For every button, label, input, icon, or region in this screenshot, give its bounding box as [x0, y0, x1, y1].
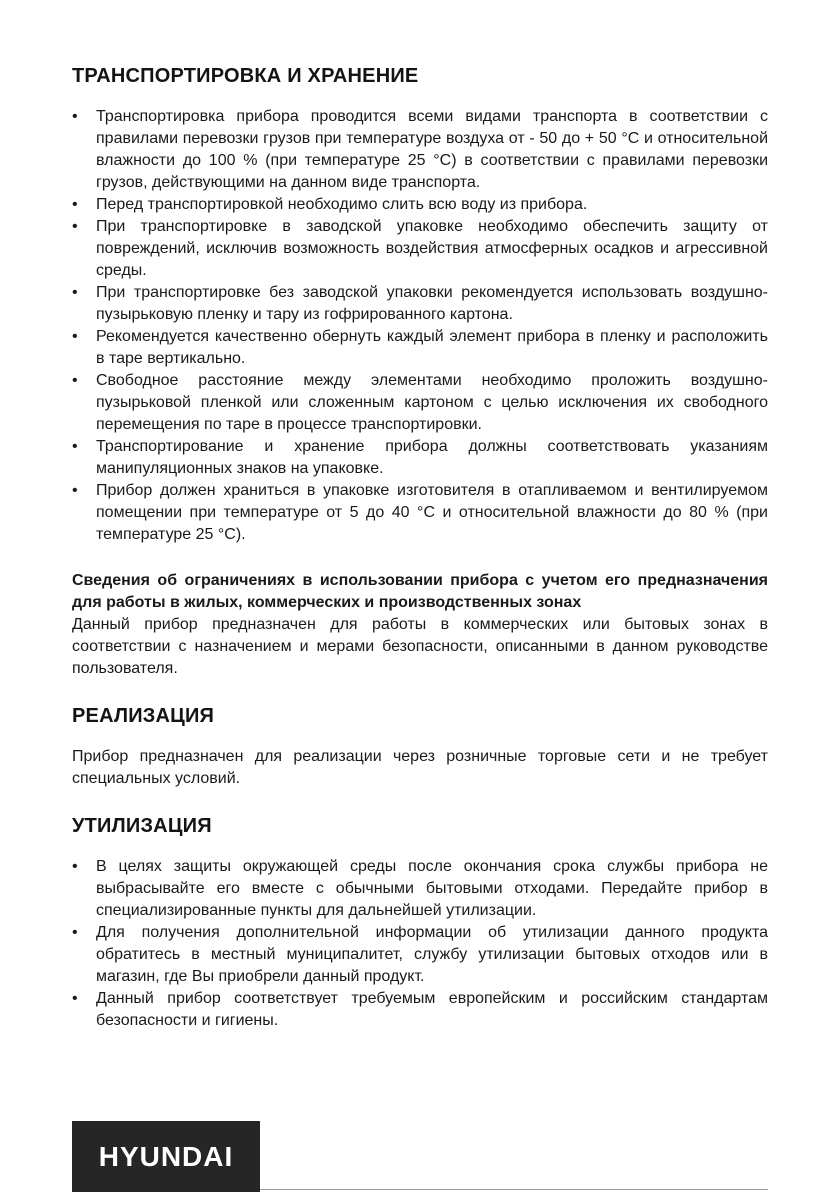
list-item: • Перед транспортировкой необходимо слить всю воду из прибора. — [72, 194, 768, 216]
transport-list — [72, 106, 768, 546]
footer-divider — [260, 1189, 768, 1190]
sales-text: Прибор предназначен для реализации через розничные торговые сети и не требует специальных условий. — [72, 748, 768, 787]
document-page — [72, 62, 768, 1032]
list-item: • Прибор должен храниться в упаковке изготовителя в отапливаемом и вентилируемом помещении при температуре от 5 до 40 °С и относительной влажности до 80 % (при температуре 25 °С). — [72, 480, 768, 546]
list-item: • Свободное расстояние между элементами необходимо проложить воздушно-пузырьковой пленкой или сложенным картоном с целью исключения их свободного перемещения по таре в процессе транспортировки. — [72, 370, 768, 436]
sales-title: РЕАЛИЗАЦИЯ — [72, 705, 215, 727]
restrictions-section — [72, 570, 768, 680]
list-item: • Транспортировка прибора проводится всеми видами транспорта в соответствии с правилами перевозки грузов при температуре воздуха от - 50 до + 50 °С и относительной влажности до 100 % (при температуре 25 °С) в соответствии с правилами перевозки грузов, действующими на данном виде транспорта. — [72, 106, 768, 194]
list-item: • Рекомендуется качественно обернуть каждый элемент прибора в пленку и расположить в таре вертикально. — [72, 326, 768, 370]
list-item: • При транспортировке в заводской упаковке необходимо обеспечить защиту от повреждений, исключив возможность воздействия атмосферных осадков и агрессивной среды. — [72, 216, 768, 282]
transport-title: ТРАНСПОРТИРОВКА И ХРАНЕНИЕ — [72, 65, 419, 87]
transport-section — [72, 62, 768, 546]
list-item: • При транспортировке без заводской упаковки рекомендуется использовать воздушно-пузырьковую пленку и тару из гофрированного картона. — [72, 282, 768, 326]
sales-section — [72, 702, 768, 790]
list-item: • В целях защиты окружающей среды после окончания срока службы прибора не выбрасывайте его вместе с обычными бытовыми отходами. Передайте прибор в специализированные пункты для дальнейшей утилизации. — [72, 856, 768, 922]
restrictions-heading: Сведения об ограничениях в использовании прибора с учетом его предназначения для работы в жилых, коммерческих и производственных зонах — [72, 572, 768, 611]
list-item: • Данный прибор соответствует требуемым европейским и российским стандартам безопасности и гигиены. — [72, 988, 768, 1032]
disposal-list — [72, 856, 768, 1032]
disposal-title: УТИЛИЗАЦИЯ — [72, 815, 212, 837]
brand-logo — [72, 1121, 260, 1192]
list-item: • Транспортирование и хранение прибора должны соответствовать указаниям манипуляционных знаков на упаковке. — [72, 436, 768, 480]
list-item: • Для получения дополнительной информации об утилизации данного продукта обратитесь в местный муниципалитет, службу утилизации бытовых отходов или в магазин, где Вы приобрели данный продукт. — [72, 922, 768, 988]
disposal-section — [72, 812, 768, 1032]
brand-logo-text: HYUNDAI — [98, 1140, 234, 1172]
restrictions-text: Данный прибор предназначен для работы в коммерческих или бытовых зонах в соответствии с назначением и мерами безопасности, описанными в данном руководстве пользователя. — [72, 616, 768, 677]
